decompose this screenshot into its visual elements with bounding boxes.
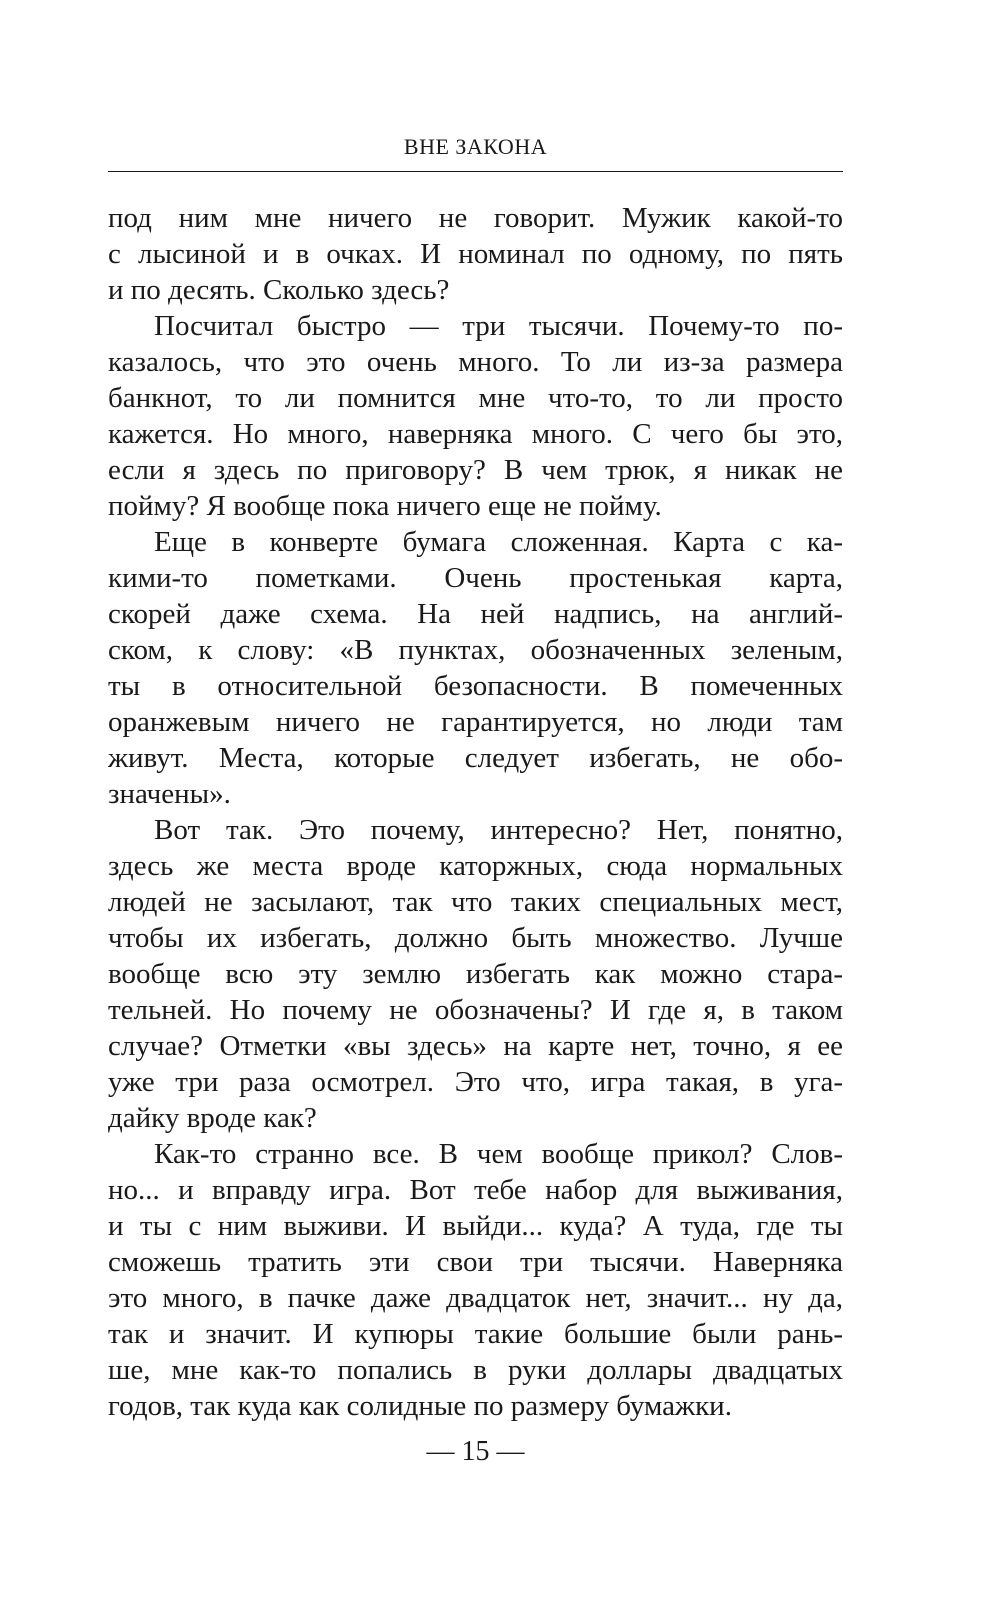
body-text [108, 200, 843, 1424]
text-line: случае? Отметки «вы здесь» на карте нет, точно, я ее [108, 1030, 843, 1062]
text-line: людей не засылают, так что таких специальных мест, [108, 886, 843, 918]
text-line: и ты с ним выживи. И выйди... куда? А туда, где ты [108, 1210, 843, 1242]
text-line: ты в относительной безопасности. В помеченных [108, 670, 843, 702]
text-line: вообще всю эту землю избегать как можно стара- [108, 958, 843, 990]
text-line: кими-то пометками. Очень простенькая карта, [108, 562, 843, 594]
text-line: сможешь тратить эти свои три тысячи. Наверняка [108, 1246, 843, 1278]
text-line: тельней. Но почему не обозначены? И где я, в таком [108, 994, 843, 1026]
text-line: под ним мне ничего не говорит. Мужик какой-то [108, 202, 843, 234]
text-line: так и значит. И купюры такие большие были рань- [108, 1318, 843, 1350]
text-line: казалось, что это очень много. То ли из-за размера [108, 346, 843, 378]
page-number: — 15 — [426, 1436, 525, 1467]
text-line: значены». [108, 778, 231, 810]
text-line: живут. Места, которые следует избегать, не обо- [108, 742, 843, 774]
header-rule [108, 171, 843, 172]
text-line: годов, так куда как солидные по размеру бумажки. [108, 1390, 732, 1422]
text-line: ше, мне как-то попались в руки доллары двадцатых [108, 1354, 843, 1386]
text-line: чтобы их избегать, должно быть множество. Лучше [108, 922, 843, 954]
text-line: но... и вправду игра. Вот тебе набор для выживания, [108, 1174, 843, 1206]
text-line: Вот так. Это почему, интересно? Нет, понятно, [154, 814, 843, 846]
text-line: здесь же места вроде каторжных, сюда нормальных [108, 850, 843, 882]
text-line: Еще в конверте бумага сложенная. Карта с ка- [154, 526, 843, 558]
text-line: оранжевым ничего не гарантируется, но люди там [108, 706, 843, 738]
text-line: с лысиной и в очках. И номинал по одному, по пять [108, 238, 843, 270]
text-line: это много, в пачке даже двадцаток нет, значит... ну да, [108, 1282, 843, 1314]
text-line: ском, к слову: «В пунктах, обозначенных зеленым, [108, 634, 843, 666]
text-line: дайку вроде как? [108, 1102, 317, 1134]
text-line: банкнот, то ли помнится мне что-то, то ли просто [108, 382, 843, 414]
text-line: кажется. Но много, наверняка много. С чего бы это, [108, 418, 843, 450]
text-line: уже три раза осмотрел. Это что, игра такая, в уга- [108, 1066, 843, 1098]
running-title: ВНЕ ЗАКОНА [403, 134, 548, 159]
text-line: и по десять. Сколько здесь? [108, 274, 450, 306]
text-line: если я здесь по приговору? В чем трюк, я никак не [108, 454, 843, 486]
text-line: пойму? Я вообще пока ничего еще не пойму. [108, 490, 662, 522]
text-line: скорей даже схема. На ней надпись, на англий- [108, 598, 843, 630]
text-line: Как-то странно все. В чем вообще прикол? Слов- [154, 1138, 843, 1170]
text-line: Посчитал быстро — три тысячи. Почему-то по- [154, 310, 843, 342]
